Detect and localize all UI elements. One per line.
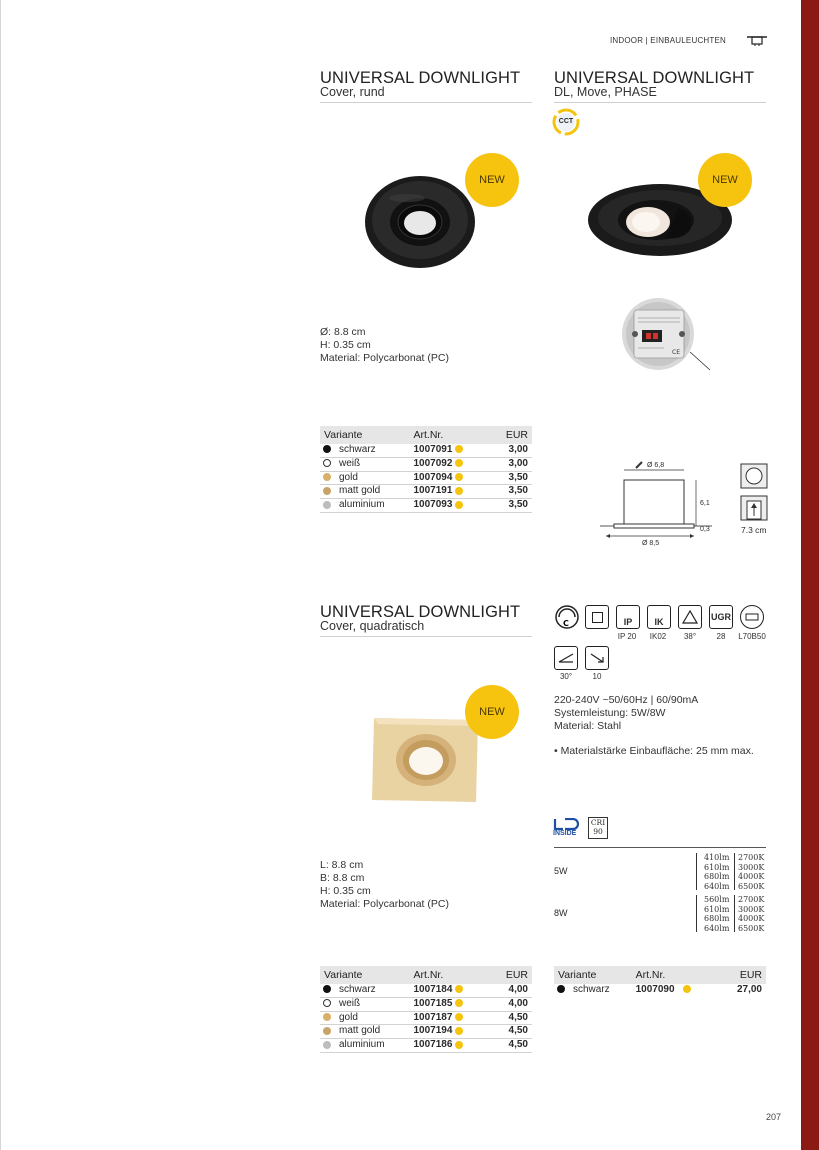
chapter-color-bar xyxy=(801,0,819,1150)
table-row xyxy=(320,997,532,1011)
lumen-value: 410lm xyxy=(704,853,730,862)
product1-price-table xyxy=(320,426,532,513)
ip-rating-icon xyxy=(616,605,640,629)
kelvin-value: 6500K xyxy=(738,923,765,933)
cutout-size: 7.3 cm xyxy=(741,525,767,535)
table-row xyxy=(320,984,532,997)
table-row xyxy=(320,444,532,457)
price: 27,00 xyxy=(736,984,762,995)
product2-title: UNIVERSAL DOWNLIGHT xyxy=(554,69,755,87)
lumen-value: 640lm xyxy=(704,923,730,933)
availability-dot xyxy=(455,487,463,495)
variant-name: schwarz xyxy=(335,984,409,997)
variant-name: schwarz xyxy=(573,984,610,995)
kelvin-5w-values xyxy=(738,853,764,891)
color-swatch xyxy=(323,1041,331,1049)
product3-new-badge: NEW xyxy=(465,685,519,739)
page-edge xyxy=(0,0,1,1150)
variant-name: aluminium xyxy=(335,1039,409,1053)
kelvin-value: 6500K xyxy=(738,881,765,891)
page-number: 207 xyxy=(766,1112,782,1122)
dim-height: 6,1 xyxy=(700,500,710,507)
variant-name: weiß xyxy=(335,457,409,471)
lumen-bracket xyxy=(696,853,697,890)
lumen-value: 680lm xyxy=(704,914,730,923)
col-artnr: Art.Nr. xyxy=(409,426,490,444)
lumen-bracket xyxy=(696,895,697,932)
product1-subtitle: Cover, rund xyxy=(320,85,385,99)
product3-spec-width: B: 8.8 cm xyxy=(320,872,365,884)
table-header-row xyxy=(320,966,532,984)
article-number: 1007093 xyxy=(413,499,453,511)
availability-dot xyxy=(455,1013,463,1021)
product3-spec-material: Material: Polycarbonat (PC) xyxy=(320,898,449,910)
availability-dot xyxy=(455,501,463,509)
article-number: 1007091 xyxy=(413,444,453,455)
ip-glyph: IP xyxy=(623,617,633,627)
lumen-separator xyxy=(734,853,735,890)
lumen-divider xyxy=(554,847,766,848)
installation-icon xyxy=(585,605,609,629)
table-row xyxy=(554,984,766,997)
price: 4,50 xyxy=(490,1011,532,1025)
lifetime-icon xyxy=(740,605,764,629)
color-swatch xyxy=(323,1013,331,1021)
downlight-category-icon xyxy=(746,35,768,47)
dim-bottom-diameter: Ø 8,5 xyxy=(642,540,660,547)
cct-label: CCT xyxy=(558,118,574,125)
lumen-8w-values xyxy=(704,895,729,933)
ugr-icon xyxy=(709,605,733,629)
table-row xyxy=(320,1025,532,1039)
table-row xyxy=(320,485,532,499)
ik-glyph: IK xyxy=(654,617,664,627)
product3-spec-length: L: 8.8 cm xyxy=(320,859,364,871)
article-number: 1007092 xyxy=(413,457,453,469)
availability-dot xyxy=(455,999,463,1007)
color-swatch xyxy=(557,985,565,993)
kelvin-value: 2700K xyxy=(738,895,765,904)
kelvin-value: 4000K xyxy=(738,872,765,881)
product2-spec-power: Systemleistung: 5W/8W xyxy=(554,707,666,719)
product3-divider xyxy=(320,636,532,637)
product2-spec-voltage: 220-240V ~50/60Hz | 60/90mA xyxy=(554,694,699,706)
article-number: 1007090 xyxy=(635,984,675,995)
variant-name: gold xyxy=(335,1011,409,1025)
product3-spec-height: H: 0.35 cm xyxy=(320,885,371,897)
tilt-label: 30° xyxy=(559,672,573,681)
col-variante: Variante xyxy=(320,426,409,444)
article-number: 1007186 xyxy=(413,1039,453,1051)
availability-dot xyxy=(455,985,463,993)
color-swatch xyxy=(323,999,331,1007)
col-variante: Variante xyxy=(554,966,632,984)
product1-title: UNIVERSAL DOWNLIGHT xyxy=(320,69,521,87)
color-swatch xyxy=(323,459,331,467)
beam-label: 38° xyxy=(683,632,697,641)
col-artnr: Art.Nr. xyxy=(409,966,490,984)
dim-thickness: 0,3 xyxy=(700,526,710,533)
kelvin-value: 4000K xyxy=(738,914,765,923)
lumen-value: 610lm xyxy=(704,904,730,914)
kelvin-value: 3000K xyxy=(738,904,765,914)
product2-dimension-drawing xyxy=(596,456,716,550)
rotation-icon xyxy=(585,646,609,670)
article-number: 1007185 xyxy=(413,997,453,1009)
lumen-5w-values xyxy=(704,853,729,891)
svg-text:CE: CE xyxy=(672,349,680,356)
article-number: 1007094 xyxy=(413,471,453,483)
table-row xyxy=(320,499,532,513)
table-row xyxy=(320,471,532,485)
ugr-glyph: UGR xyxy=(711,612,731,622)
product2-divider xyxy=(554,102,766,103)
product2-new-badge: NEW xyxy=(698,153,752,207)
lifetime-label: L70B50 xyxy=(738,632,766,641)
table-header-row xyxy=(320,426,532,444)
price: 4,50 xyxy=(490,1039,532,1053)
product2-spec-material: Material: Stahl xyxy=(554,720,622,732)
product2-driver-detail-image xyxy=(620,294,716,374)
product3-price-table xyxy=(320,966,532,1053)
product1-new-badge: NEW xyxy=(465,153,519,207)
availability-dot xyxy=(683,985,691,993)
product2-note: • Materialstärke Einbaufläche: 25 mm max. xyxy=(554,745,754,757)
col-eur: EUR xyxy=(490,966,532,984)
price: 3,50 xyxy=(490,499,532,513)
article-number: 1007194 xyxy=(413,1025,453,1037)
kelvin-8w-values xyxy=(738,895,764,933)
dim-top-diameter: Ø 6,8 xyxy=(647,462,665,469)
color-swatch xyxy=(323,1027,331,1035)
rotation-label: 10 xyxy=(592,672,602,681)
variant-name: aluminium xyxy=(335,499,409,513)
ugr-label: 28 xyxy=(716,632,726,641)
product2-price-table xyxy=(554,966,766,997)
availability-dot xyxy=(455,459,463,467)
variant-name: gold xyxy=(335,471,409,485)
price: 3,50 xyxy=(490,471,532,485)
beam-angle-icon xyxy=(678,605,702,629)
price: 4,50 xyxy=(490,1025,532,1039)
lumen-value: 610lm xyxy=(704,862,730,872)
product3-subtitle: Cover, quadratisch xyxy=(320,619,425,633)
cri-title: CRI xyxy=(590,818,606,827)
article-number: 1007187 xyxy=(413,1011,453,1023)
variant-name: matt gold xyxy=(335,485,409,499)
article-number: 1007191 xyxy=(413,485,453,497)
product3-square-gold-cover-image xyxy=(370,714,482,806)
price: 3,00 xyxy=(490,457,532,471)
price: 3,00 xyxy=(490,444,532,457)
cri-value: 90 xyxy=(593,827,603,836)
kelvin-value: 3000K xyxy=(738,862,765,872)
rotatable-icon xyxy=(554,604,580,630)
ik-label: IK02 xyxy=(649,632,667,641)
product1-spec-material: Material: Polycarbonat (PC) xyxy=(320,352,449,364)
icon-glyph: C xyxy=(563,619,569,628)
variant-name: schwarz xyxy=(335,444,409,457)
color-swatch xyxy=(323,501,331,509)
price: 4,00 xyxy=(490,997,532,1011)
availability-dot xyxy=(455,445,463,453)
cri-icon xyxy=(588,817,608,839)
color-swatch xyxy=(323,487,331,495)
price: 4,00 xyxy=(490,984,532,997)
color-swatch xyxy=(323,473,331,481)
cutout-icon xyxy=(740,463,768,523)
table-header-row xyxy=(554,966,766,984)
availability-dot xyxy=(455,1041,463,1049)
product1-spec-height: H: 0.35 cm xyxy=(320,339,371,351)
product1-spec-diameter: Ø: 8.8 cm xyxy=(320,326,366,338)
color-swatch xyxy=(323,985,331,993)
article-number: 1007184 xyxy=(413,984,453,995)
col-artnr: Art.Nr. xyxy=(632,966,720,984)
availability-dot xyxy=(455,1027,463,1035)
price: 3,50 xyxy=(490,485,532,499)
table-row xyxy=(320,1011,532,1025)
tilt-angle-icon xyxy=(554,646,578,670)
col-eur: EUR xyxy=(720,966,766,984)
lumen-value: 680lm xyxy=(704,872,730,881)
ik-rating-icon xyxy=(647,605,671,629)
table-row xyxy=(320,457,532,471)
ip-label: IP 20 xyxy=(617,632,637,641)
header-category: INDOOR | EINBAULEUCHTEN xyxy=(609,36,726,45)
lumen-value: 640lm xyxy=(704,881,730,891)
lumen-separator xyxy=(734,895,735,932)
product3-title: UNIVERSAL DOWNLIGHT xyxy=(320,603,521,621)
power-5w-label: 5W xyxy=(554,866,568,876)
kelvin-value: 2700K xyxy=(738,853,765,862)
variant-name: weiß xyxy=(335,997,409,1011)
variant-name: matt gold xyxy=(335,1025,409,1039)
col-variante: Variante xyxy=(320,966,409,984)
square-icon xyxy=(592,612,603,623)
table-row xyxy=(320,1039,532,1053)
lumen-value: 560lm xyxy=(704,895,730,904)
product2-subtitle: DL, Move, PHASE xyxy=(554,85,657,99)
power-8w-label: 8W xyxy=(554,908,568,918)
col-eur: EUR xyxy=(490,426,532,444)
availability-dot xyxy=(455,473,463,481)
led-inside-label: INSIDE xyxy=(553,830,577,837)
color-swatch xyxy=(323,445,331,453)
product1-divider xyxy=(320,102,532,103)
